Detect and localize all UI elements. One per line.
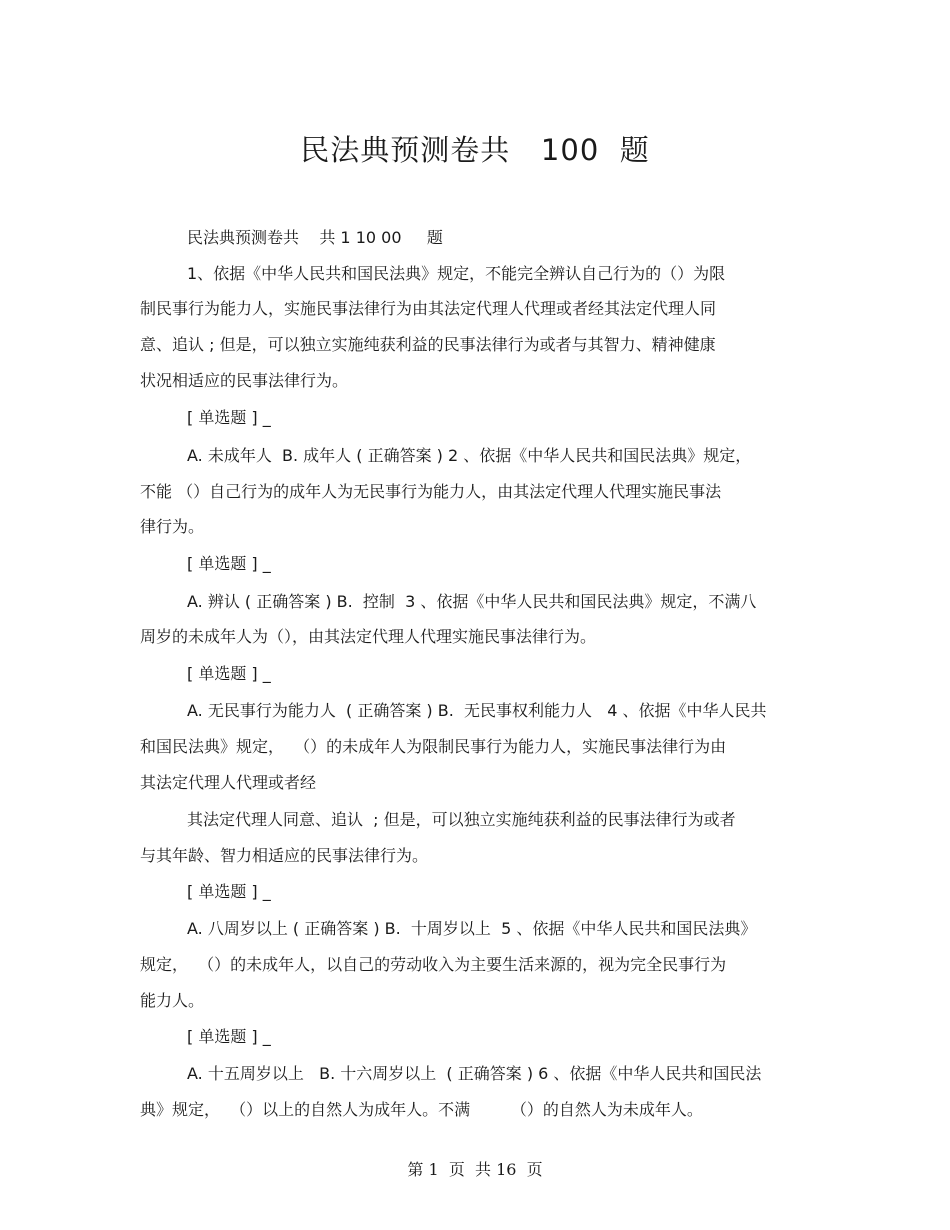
document-title: 民法典预测卷共 100 题 [300, 133, 650, 167]
question-type-label: [ 单选题 ] _ [187, 882, 271, 901]
question-type-label: [ 单选题 ] _ [187, 554, 271, 573]
question-text-line: 制民事行为能力人，实施民事法律行为由其法定代理人代理或者经其法定代理人同 [140, 299, 717, 318]
question-text-line: 状况相适应的民事法律行为。 [140, 371, 349, 390]
question-text-line: 典》规定， （）以上的自然人为成年人。不满 （）的自然人为未成年人。 [140, 1100, 703, 1119]
question-text-line: 1、依据《中华人民共和国民法典》规定，不能完全辨认自己行为的（）为限 [187, 264, 726, 283]
question-text-line: 规定， （）的未成年人，以自己的劳动收入为主要生活来源的，视为完全民事行为 [140, 955, 727, 974]
question-text-line: 和国民法典》规定， （）的未成年人为限制民事行为能力人，实施民事法律行为由 [140, 737, 727, 756]
question-text-line: 意、追认 ; 但是，可以独立实施纯获利益的民事法律行为或者与其智力、精神健康 [140, 335, 716, 354]
question-text-line: 其法定代理人代理或者经 [140, 773, 317, 792]
answer-options-line: A. 十五周岁以上 B. 十六周岁以上 ( 正确答案 ) 6 、依据《中华人民共和国民法 [187, 1064, 762, 1083]
question-text-line: 与其年龄、智力相适应的民事法律行为。 [140, 846, 429, 865]
answer-options-line: A. 未成年人 B. 成年人 ( 正确答案 ) 2 、依据《中华人民共和国民法典》规定， [187, 446, 752, 465]
page-footer: 第 1 页 共 16 页 [407, 1160, 543, 1179]
question-type-label: [ 单选题 ] _ [187, 1027, 271, 1046]
question-text-line: 周岁的未成年人为（），由其法定代理人代理实施民事法律行为。 [140, 627, 597, 646]
question-text-line: 律行为。 [140, 517, 205, 536]
question-text-line: 不能 （）自己行为的成年人为无民事行为能力人，由其法定代理人代理实施民事法 [140, 482, 722, 501]
subtitle-line: 民法典预测卷共 共 1 10 00 题 [187, 228, 443, 247]
question-type-label: [ 单选题 ] _ [187, 408, 271, 427]
question-type-label: [ 单选题 ] _ [187, 664, 271, 683]
question-text-line: 其法定代理人同意、追认 ; 但是，可以独立实施纯获利益的民事法律行为或者 [187, 810, 736, 829]
answer-options-line: A. 辨认 ( 正确答案 ) B. 控制 3 、依据《中华人民共和国民法典》规定，不满八 [187, 592, 757, 611]
answer-options-line: A. 八周岁以上 ( 正确答案 ) B. 十周岁以上 5 、依据《中华人民共和国民法典》 [187, 919, 757, 938]
answer-options-line: A. 无民事行为能力人 ( 正确答案 ) B. 无民事权利能力人 4 、依据《中华人民共 [187, 701, 767, 720]
question-text-line: 能力人。 [140, 991, 205, 1010]
